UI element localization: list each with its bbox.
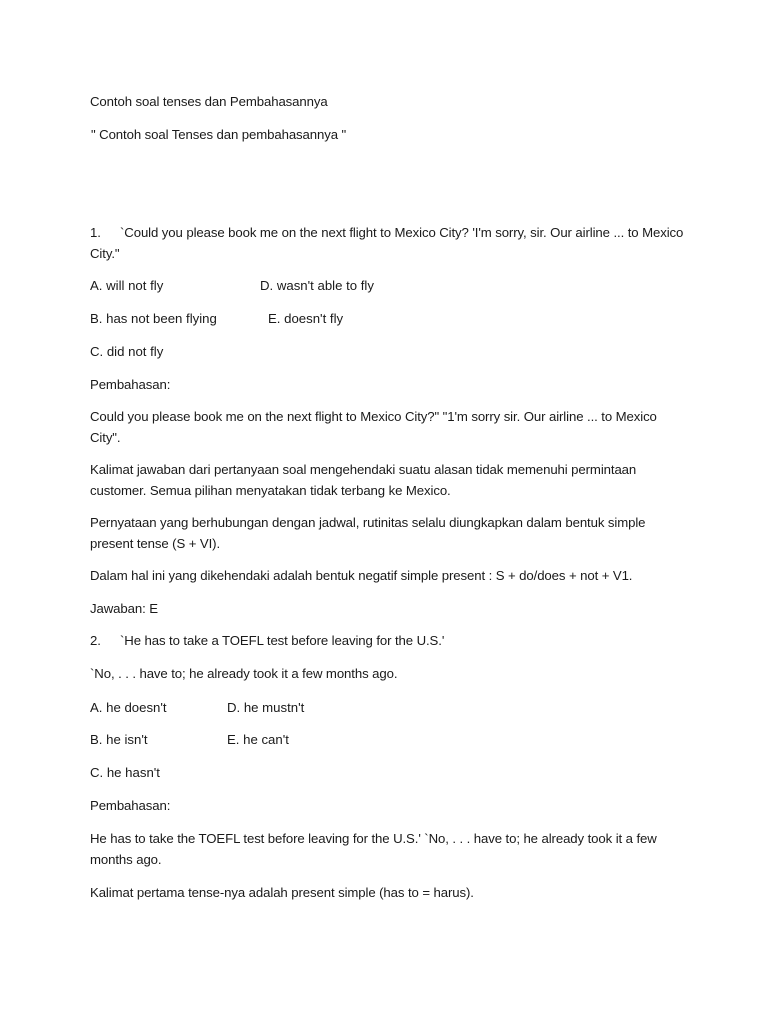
question-text-continued: City." xyxy=(90,246,120,261)
explanation-line: present tense (S + VI). xyxy=(90,536,221,551)
option-d: D. he mustn't xyxy=(227,700,305,715)
explanation-line: Kalimat pertama tense-nya adalah present simple (has to = harus). xyxy=(90,885,474,900)
option-b: B. has not been flying xyxy=(90,311,217,326)
explanation-line: He has to take the TOEFL test before leaving for the U.S.' `No, . . . have to; he already took it a few xyxy=(90,831,657,846)
option-a: A. will not fly xyxy=(90,278,164,293)
question-1 xyxy=(90,222,683,244)
explanation-line: months ago. xyxy=(90,852,162,867)
explanation-line: Could you please book me on the next flight to Mexico City?" "1'm sorry sir. Our airline ... to Mexico xyxy=(90,409,657,424)
question-number: 1. xyxy=(90,225,101,240)
option-a: A. he doesn't xyxy=(90,700,167,715)
explanation-line: customer. Semua pilihan menyatakan tidak terbang ke Mexico. xyxy=(90,483,451,498)
question-2 xyxy=(90,630,444,652)
question-text-continued: `No, . . . have to; he already took it a few months ago. xyxy=(90,666,398,681)
option-e: E. doesn't fly xyxy=(268,311,344,326)
explanation-line: Pernyataan yang berhubungan dengan jadwal, rutinitas selalu diungkapkan dalam bentuk simple xyxy=(90,515,646,530)
question-text: `He has to take a TOEFL test before leaving for the U.S.' xyxy=(120,633,445,648)
option-c: C. he hasn't xyxy=(90,765,160,780)
option-e: E. he can't xyxy=(227,732,289,747)
option-d: D. wasn't able to fly xyxy=(260,278,374,293)
document-title: Contoh soal tenses dan Pembahasannya xyxy=(90,94,328,109)
document-subtitle: " Contoh soal Tenses dan pembahasannya " xyxy=(91,127,347,142)
pembahasan-label: Pembahasan: xyxy=(90,377,171,392)
explanation-line: Kalimat jawaban dari pertanyaan soal mengehendaki suatu alasan tidak memenuhi permintaan xyxy=(90,462,637,477)
answer-line: Jawaban: E xyxy=(90,601,158,616)
explanation-line: City". xyxy=(90,430,121,445)
question-text: `Could you please book me on the next flight to Mexico City? 'I'm sorry, sir. Our airline ... to Mexico xyxy=(120,225,684,240)
pembahasan-label: Pembahasan: xyxy=(90,798,171,813)
question-number: 2. xyxy=(90,633,101,648)
explanation-line: Dalam hal ini yang dikehendaki adalah bentuk negatif simple present : S + do/does + not + V1. xyxy=(90,568,633,583)
option-c: C. did not fly xyxy=(90,344,164,359)
option-b: B. he isn't xyxy=(90,732,148,747)
